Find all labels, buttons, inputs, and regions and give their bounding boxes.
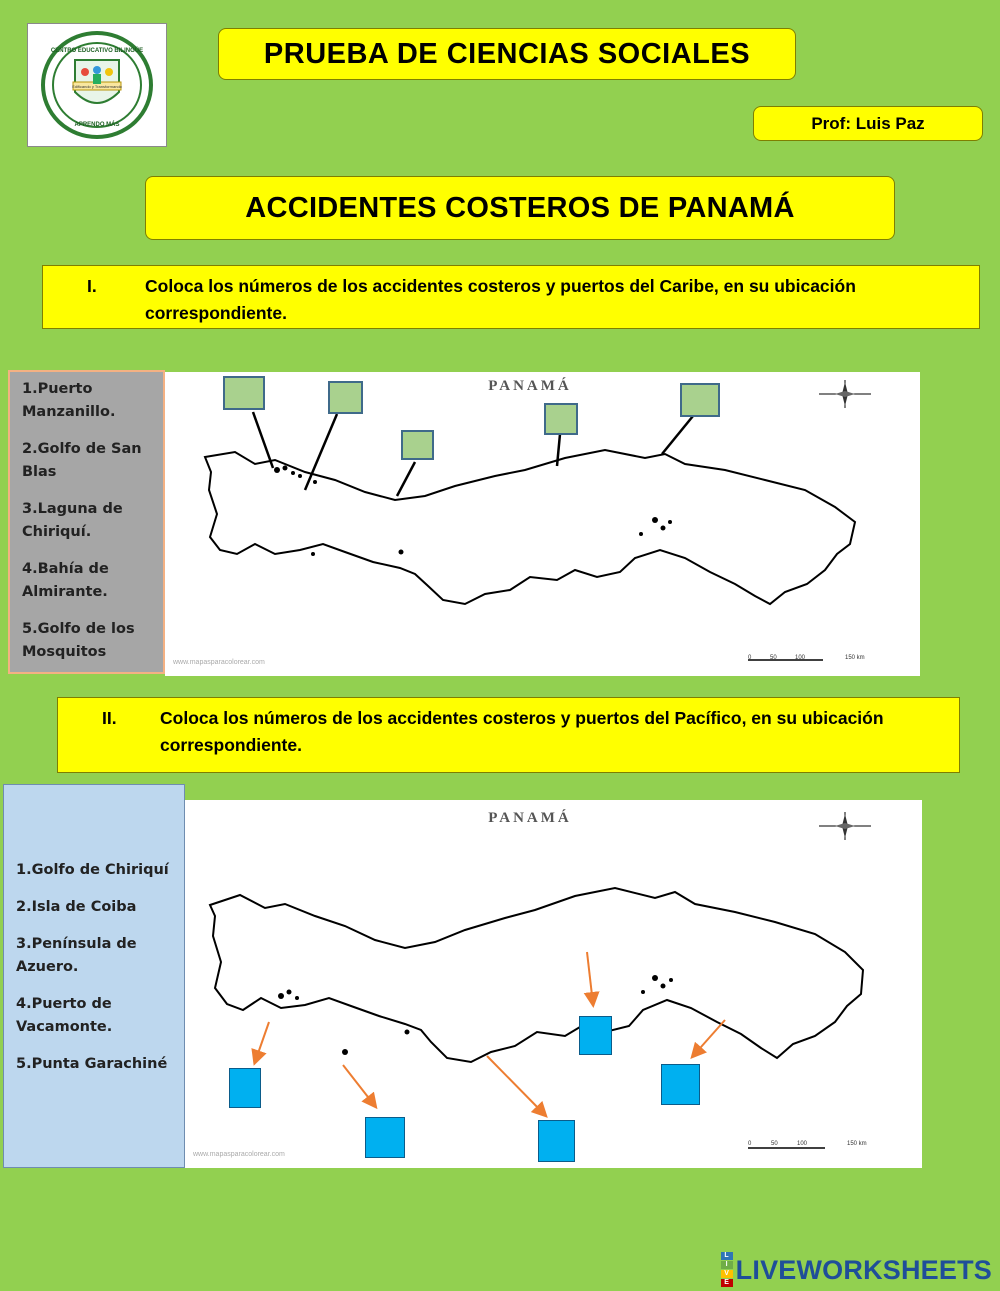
list-item: 3.Península de Azuero. <box>16 936 137 975</box>
caribbean-answer-box[interactable] <box>223 376 265 410</box>
svg-text:0: 0 <box>748 1141 752 1147</box>
pacific-map <box>185 800 922 1168</box>
section2-instruction <box>57 697 960 773</box>
school-logo <box>27 23 167 147</box>
caribbean-map <box>165 372 920 676</box>
svg-text:CENTRO EDUCATIVO BILINGÜE: CENTRO EDUCATIVO BILINGÜE <box>50 48 144 54</box>
section1-number: I. <box>87 276 97 296</box>
list-item: 4.Puerto de Vacamonte. <box>16 996 113 1035</box>
svg-text:50: 50 <box>770 655 777 661</box>
svg-text:100: 100 <box>795 655 806 661</box>
teacher-name: Prof: Luis Paz <box>753 106 983 141</box>
list-item: 5.Punta Garachiné <box>16 1056 168 1072</box>
svg-text:150 km: 150 km <box>845 655 865 661</box>
map-scale <box>748 1141 867 1148</box>
list-item: 1.Puerto Manzanillo. <box>22 381 116 420</box>
pacific-answer-box[interactable] <box>579 1016 612 1055</box>
caribbean-answer-box[interactable] <box>544 403 578 435</box>
map-credit: www.mapasparacolorear.com <box>193 1151 285 1158</box>
panama-map-outline <box>165 372 920 676</box>
list-item: 2.Isla de Coiba <box>16 899 137 915</box>
map-scale <box>748 655 865 661</box>
section1-instruction <box>42 265 980 329</box>
svg-text:50: 50 <box>771 1141 778 1147</box>
page-title: PRUEBA DE CIENCIAS SOCIALES <box>218 28 796 80</box>
svg-text:Edificando y Transformando: Edificando y Transformando <box>72 84 122 89</box>
pacific-answer-box[interactable] <box>538 1120 575 1162</box>
panama-map-outline <box>185 800 922 1168</box>
map-title: PANAMÁ <box>488 810 572 826</box>
pacific-answer-box[interactable] <box>661 1064 700 1105</box>
brand-text: LIVEWORKSHEETS <box>735 1254 992 1285</box>
caribbean-answer-box[interactable] <box>328 381 363 414</box>
caribbean-answer-box[interactable] <box>680 383 720 417</box>
caribbean-list <box>8 370 165 674</box>
pacific-list <box>3 784 185 1168</box>
svg-text:0: 0 <box>748 655 752 661</box>
svg-text:150 km: 150 km <box>847 1141 867 1147</box>
list-item: 3.Laguna de Chiriquí. <box>22 501 123 540</box>
liveworksheets-brand <box>721 1252 992 1288</box>
list-item: 1.Golfo de Chiriquí <box>16 862 169 878</box>
map-title: PANAMÁ <box>488 378 572 394</box>
section2-number: II. <box>102 708 117 728</box>
svg-text:100: 100 <box>797 1141 808 1147</box>
section1-instruction-text: Coloca los números de los accidentes costeros y puertos del Caribe, en su ubicación correspondiente. <box>145 276 856 323</box>
list-item: 2.Golfo de San Blas <box>22 441 142 480</box>
section2-instruction-text: Coloca los números de los accidentes costeros y puertos del Pacífico, en su ubicación correspondiente. <box>160 708 884 755</box>
map-credit: www.mapasparacolorear.com <box>173 659 265 666</box>
compass-rose-icon <box>819 380 871 408</box>
pacific-answer-box[interactable] <box>229 1068 261 1108</box>
school-seal-icon <box>37 30 157 140</box>
liveworksheets-icon: L I V E <box>721 1252 733 1288</box>
svg-text:APRENDO MÁS: APRENDO MÁS <box>74 122 120 128</box>
list-item: 5.Golfo de los Mosquitos <box>22 621 135 660</box>
worksheet-subtitle: ACCIDENTES COSTEROS DE PANAMÁ <box>145 176 895 240</box>
list-item: 4.Bahía de Almirante. <box>22 561 109 600</box>
caribbean-answer-box[interactable] <box>401 430 434 460</box>
pacific-answer-box[interactable] <box>365 1117 405 1158</box>
compass-rose-icon <box>819 812 871 840</box>
